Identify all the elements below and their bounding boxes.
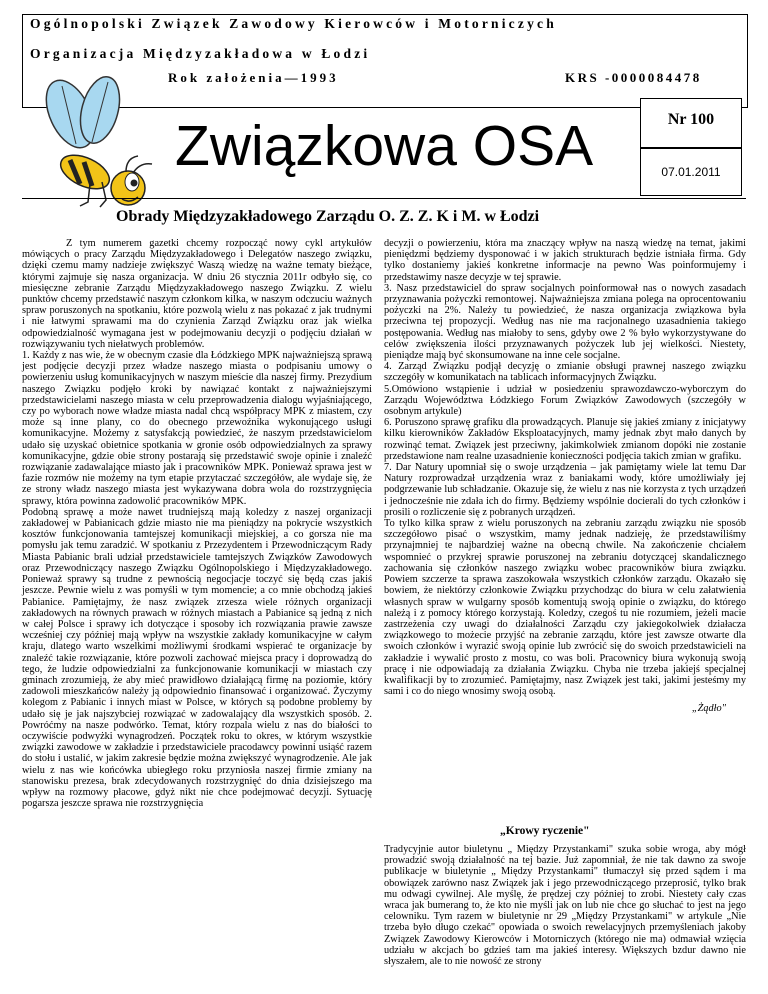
top-divider	[22, 198, 746, 199]
union-name: Ogólnopolski Związek Zawodowy Kierowców i Motorniczych	[30, 16, 557, 31]
article-paragraph: 5.Omówiono wstąpienie i udział w posiedzeniu sprawozdawczo-wyborczym do Zarządu Województwa Łódzkiego Forum Związków Zawodowych (szczegóły w osobnym artykule)	[384, 383, 746, 418]
organization-name: Organizacja Międzyzakładowa w Łodzi	[30, 46, 371, 61]
article-paragraph: decyzji o powierzeniu, która ma znaczący wpływ na naszą wiedzę na temat, jakimi pieniędzmi będziemy dysponować i w jakich strukturach będzie istniała firma. Gdy tylko dostaniemy jakieś konkretne informacje na pewno Was poinformujemy i przedstawimy nasze decyzje w tej sprawie.	[384, 238, 746, 283]
second-article-column	[384, 844, 746, 967]
article-paragraph: Tradycyjnie autor biuletynu „ Między Przystankami" szuka sobie wroga, aby mógł prowadzić swoją działalność na tej bazie. Już zapomniał, że nie tak dawno za swoje publikacje w biuletynie „ Między Przystankami" tłumaczył się przed sądem i ma obowiązek zarówno nasz Związek jak i jego przewodniczącego przeprosić, tylko brak mu odwagi cywilnej. Ale myślę, że prędzej czy później to zrobi. Niestety cały czas wraca jak bumerang to, że kto nie myśli jak on lub nie chce go słuchać to jest na jego celowniku. Tym razem w biuletynie nr 29 „Między Przystankami" w artykule „Nie trzeba było długo czekać" opowiada o swoich rewelacyjnych przemyśleniach jakoby Związek Zawodowy Kierowców i Motorniczych (którego nie ma) odmawiał wzięcia udziału w akcjach bo gdzieś tam ma jakieś interesy. Większych bzdur dawno nie słyszałem, ale to nie nowość ze strony	[384, 844, 746, 968]
article-paragraph: 1. Każdy z nas wie, że w obecnym czasie dla Łódzkiego MPK najważniejszą sprawą jest podjęcie decyzji przez władze naszego miasta o podpisaniu umowy o powierzeniu usług komunikacyjnych w naszym mieście dla naszej firmy. Prezydium naszego Związku podjęło kroki by nawiązać kontakt z najważniejszymi przedstawicielami naszego miasta w celu przeprowadzenia dialogu wyjaśniającego, czy po wyborach nowe władze miasta nadal chcą współpracy MPK z miastem, czy może są inne plany, co do obecnego przewoźnika wykonującego usługi komunikacyjne. Możemy z satysfakcją powiedzieć, że naszym przedstawicielom udało się uzyskać obietnice spotkania w gronie osób odpowiedzialnych za sprawy komunikacyjne, gdzie obie strony postarają się przedstawić swoje opinie i znaleźć rozwiązanie zadawalające miasto jak i pracowników MPK. Ponieważ sprawa jest w fazie rozmów nie możemy na tym etapie przytaczać szczegółów, ale wydaje się, że ze strony władz naszego miasta jest wykazywana dobra wola do rozstrzygnięcia sprawy, która powinna zadowolić pracowników MPK.	[22, 350, 372, 507]
author-signature: „Żądło"	[691, 703, 726, 715]
article-paragraph: 6. Poruszono sprawę grafiku dla prowadzących. Planuje się jakieś zmiany z inicjatywy kilku kierowników Zakładów Eksploatacyjnych, mamy jednak zbyt mało danych by rozwinąć temat. Związek jest przeciwny, jakimkolwiek zmianom dopóki nie zostanie przedstawione nam realne uzasadnienie konieczności podjęcia takich zmian w grafiku.	[384, 417, 746, 462]
second-article-headline: „Krowy ryczenie"	[500, 825, 590, 837]
article-paragraph: Z tym numerem gazetki chcemy rozpocząć nowy cykl artykułów mówiących o pracy Zarządu Międzyzakładowego i Delegatów naszego związku, dzięki czemu mamy nadzieje zwiększyć Waszą wiedzę na ważne tematy bieżące, którymi zajmuje się nasza organizacja. W dniu 26 stycznia 2011r odbyło się, co miesięczne zebranie Zarządu Międzyzakładowego naszego Związku. Z wielu punktów chcemy przedstawić naszym członkom kilka, w naszym odczuciu ważnych spraw poruszonych na spotkaniu, które pozwolą wielu z nas pokazać z jak trudnymi i nie łatwymi sprawami ma do czynienia Zarząd Związku oraz jak wielka odpowiedzialność wymagana jest w podejmowaniu decyzji o podjęciu działań w rozwiązywaniu tych niełatwych problemów.	[22, 238, 372, 350]
article-headline: Obrady Międzyzakładowego Zarządu O. Z. Z. K i M. w Łodzi	[116, 208, 540, 225]
article-paragraph: Podobną sprawę a może nawet trudniejszą mają koledzy z naszej organizacji zakładowej w Pabianicach gdzie miasto nie ma pieniądzy na pokrycie wszystkich kosztów funkcjonowania tamtejszej komunikacji miejskiej, a co gorsza nie ma pomysłu jak temu zaradzić. W spotkaniu z Przezydentem i Przewodniczącym Rady Miasta Pabianic brali udział przedstawiciele tamtejszych Związków Zawodowych oraz Przewodniczący naszego Związku Ogólnopolskiego i Międzyzakładowego. Ponieważ sprawy są trudne z pewnością negocjacje toczyć się będą czas jakiś jeszcze. Pewnie wielu z was pomyśli w tym momencie; a co mnie obchodzą jakieś Pabianice. Pamiętajmy, że nasz związek zrzesza wiele różnych organizacji zakładowych na równych prawach w różnych miastach a Pabianice są jedną z nich w całej Polsce i sprawy ich dotyczące i sposoby ich rozwiązania prawie zawsze wcześniej czy później mają wpływ na wszystkie zakłady komunikacyjne w całym kraju, dlatego warto wszelkimi możliwymi środkami wspierać te organizacje by znaleźć takie rozwiązanie, które pozwoli zachować miejsca pracy i doprowadzą do tego, że ludzie odpowiedzialni za funkcjonowanie komunikacji w miastach czy gminach zrozumieją, że aby mieć prawidłowo działającą firmę na poziomie, który zadowoli mieszkańców należy ją odpowiednio finansować i organizować. Życzymy kolegom z Pabianic i innych miast w Polsce, w których są podobne problemy by udało się je jak najszybciej rozwiązać w zadowalający dla wszystkich sposób. 2. Powróćmy na nasze podwórko. Temat, który rozpala wielu z nas do białości to oczywiście podwyżki wynagrodzeń. Początek roku to okres, w którym wszystkie związki zawodowe w zakładzie i przedstawiciele pracodawcy powinni usiąść razem do stołu i ustalić, w jakim zakresie będzie można zwiększyć wynagrodzenie. Ale jak wielu z nas wie końcówka ubiegłego roku przyniosła naszej firmie zmiany na stanowisku prezesa, brak zdecydowanych rozstrzygnięć do dnia dzisiejszego ma wpływ na rozmowy płacowe, gdyż nikt nie chce podejmować decyzji. Sytuację pogarsza jeszcze sprawa nie rozstrzygnięcia	[22, 506, 372, 810]
date-box	[640, 148, 742, 196]
krs-number: KRS -0000084478	[565, 70, 702, 85]
article-paragraph: To tylko kilka spraw z wielu poruszonych na zebraniu zarządu związku nie sposób szczegółowo pisać o wszystkim, mamy jednak nadzieję, że przedstawiliśmy przynajmniej te najbardziej ważne na obecną chwile. Na zakończenie chciałem wspomnieć o przykrej sprawie poruszonej na zebraniu dotyczącej skandalicznego zachowania się członków naszego związku wobec pracowników biura związku. Powiem szczerze ta sprawa zaszokowała wszystkich członków zarządu. Okazało się bowiem, że niektórzy członkowie Związku przychodząc do biura w celu załatwienia własnych spraw w wulgarny sposób komentują swoją opinie o związku, do którego należą i z pomocy którego korzystają. Koledzy, czegoś tu nie rozumiem, jeżeli macie zastrzeżenia czy uwagi do działalności Zarządu czy jakiegokolwiek działacza związkowego to możecie przyjść na zebranie zarządu, które jest zawsze otwarte dla swoich członków i wyrazić swoją opinie lub zwrócić się do swoich przedstawicieli na zakładzie i wywalić prosto z mostu, co was boli. Pracownicy biura wykonują swoją pracę i nie odpowiadają za działania Związku. Chyba nie trzeba jakiejś specjalnej kwalifikacji by to zrozumieć. Pamiętajmy, nasz Związek jest taki, jakimi jesteśmy my sami i co do niego wnosimy swoją osobą.	[384, 518, 746, 698]
article-right-column	[384, 238, 746, 715]
issue-date: 07.01.2011	[661, 165, 721, 179]
issue-box	[640, 98, 742, 148]
newsletter-title: Związkowa OSA	[175, 114, 594, 178]
article-left-column	[22, 238, 372, 809]
article-paragraph: 3. Nasz przedstawiciel do spraw socjalnych poinformował nas o nowych zasadach przyznawania pożyczki remontowej. Najważniejsza zmiana polega na oprocentowaniu pożyczki na 2%. Należy tu powiedzieć, że nasza organizacja związkowa była przeciwna tej propozycji. Według nas nie ma racjonalnego uzasadnienia takiego postępowania. Według nas miałoby to sens, gdyby owe 2 % było wykorzystywane do celów zwiększenia ilości przyznawanych pożyczek lub jej wielkości. Niestety, pieniądze mają być skonsumowane na inne cele socjalne.	[384, 282, 746, 362]
founding-year: Rok założenia—1993	[168, 70, 339, 85]
article-paragraph: 7. Dar Natury upomniał się o swoje urządzenia – jak pamiętamy wiele lat temu Dar Natury rozprowadzał urządzenia wraz z baniakami wody, które umożliwiały jej podgrzewanie lub schładzanie. Okazuje się, że wielu z nas nie korzysta z tych urządzeń i jednocześnie nie zdała ich do firmy. Będziemy wspólnie docierali do tych członków i prosili o rozliczenie się z pobranych urządzeń.	[384, 462, 746, 518]
issue-number: Nr 100	[667, 111, 715, 128]
wasp-icon	[30, 72, 180, 212]
article-paragraph: 4. Zarząd Związku podjął decyzję o zmianie obsługi prawnej naszego związku szczegóły w komunikatach na tablicach informacyjnych Związku.	[384, 361, 746, 384]
